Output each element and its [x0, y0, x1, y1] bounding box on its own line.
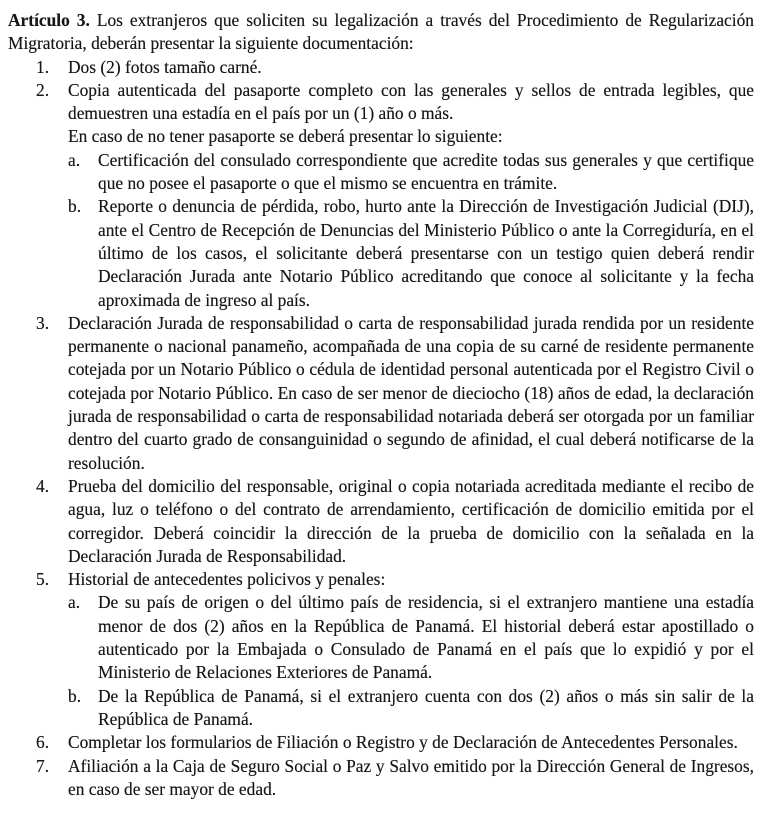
item-3-number: 3. — [36, 312, 50, 333]
item-1-text: Dos (2) fotos tamaño carné. — [68, 56, 262, 77]
item-6-text: Completar los formularios de Filiación o Registro y de Declaración de Antecedentes Personales. — [68, 732, 738, 753]
list-item-3 — [8, 312, 754, 475]
item-5-sublist — [68, 591, 754, 731]
item-6-number: 6. — [36, 732, 50, 753]
sub-item-2a-text: Certificación del consulado correspondiente que acredite todas sus generales y que certifique que no posee el pasaporte o que el mismo se encuentra en trámite. — [98, 149, 754, 194]
article-intro-paragraph — [8, 9, 754, 56]
list-item-1 — [8, 56, 754, 79]
list-item-2 — [8, 79, 754, 312]
sub-item-2b-letter: b. — [68, 196, 82, 217]
item-2-number: 2. — [36, 79, 50, 100]
list-item-7 — [8, 755, 754, 802]
item-1-number: 1. — [36, 56, 50, 77]
item-7-text: Afiliación a la Caja de Seguro Social o Paz y Salvo emitido por la Dirección General de Ingresos, en caso de ser mayor de edad. — [68, 755, 754, 799]
sub-item-5b-text: De la República de Panamá, si el extranjero cuenta con dos (2) años o más sin salir de la República de Panamá. — [98, 685, 754, 729]
sub-item-5b-letter: b. — [68, 685, 82, 706]
item-5-number: 5. — [36, 569, 50, 590]
list-item-5 — [8, 568, 754, 731]
item-3-text: Declaración Jurada de responsabilidad o carta de responsabilidad jurada rendida por un residente permanente o nacional panameño, acompañada de una copia de su carné de residente permanente cotejada por un Notario Público o cédula de identidad personal autenticada por el Registro Civil o cotejada por Notario Público. En caso de ser menor de dieciocho (18) años de edad, la declaración jurada de responsabilidad o carta de responsabilidad notariada deberá ser otorgada por un familiar dentro del cuarto grado de consanguinidad o segundo de afinidad, el cual deberá notificarse de la resolución. — [68, 312, 754, 473]
item-2-note: En caso de no tener pasaporte se deberá presentar lo siguiente: — [68, 126, 503, 147]
sub-item-2a — [68, 149, 754, 196]
list-item-6 — [8, 731, 754, 754]
sub-item-2b — [68, 195, 754, 311]
item-2-text: Copia autenticada del pasaporte completo con las generales y sellos de entrada legibles, que demuestren una estadía en el país por un (1) año o más. — [68, 79, 754, 124]
sub-item-5b — [68, 685, 754, 732]
item-4-text: Prueba del domicilio del responsable, original o copia notariada acreditada mediante el recibo de agua, luz o teléfono o del contrato de arrendamiento, certificación de domicilio emitida por el corregidor. Deberá coincidir la dirección de la prueba de domicilio con la señalada en la Declaración Jurada de Responsabilidad. — [68, 475, 754, 566]
article-number-label: Artículo 3. — [8, 10, 90, 30]
sub-item-2a-letter: a. — [68, 149, 81, 170]
item-5-text: Historial de antecedentes policivos y penales: — [68, 569, 386, 590]
sub-item-2b-text: Reporte o denuncia de pérdida, robo, hurto ante la Dirección de Investigación Judicial (DIJ), ante el Centro de Recepción de Denuncias del Ministerio Público o ante la Corregiduría, en el último de los casos, el solicitante deberá presentarse con un testigo quien deberá rendir Declaración Jurada ante Notario Público acreditando que conoce al solicitante y la fecha aproximada de ingreso al país. — [98, 196, 754, 310]
item-2-sublist — [68, 149, 754, 312]
requirements-list — [8, 56, 754, 802]
item-7-number: 7. — [36, 755, 50, 776]
list-item-4 — [8, 475, 754, 568]
sub-item-5a — [68, 591, 754, 684]
item-4-number: 4. — [36, 475, 50, 496]
sub-item-5a-text: De su país de origen o del último país de residencia, si el extranjero mantiene una estadía menor de dos (2) años en la República de Panamá. El historial deberá estar apostillado o autenticado por la Embajada o Consulado de Panamá en el país que lo expidió y por el Ministerio de Relaciones Exteriores de Panamá. — [98, 592, 754, 683]
sub-item-5a-letter: a. — [68, 592, 81, 613]
article-intro-text: Los extranjeros que soliciten su legalización a través del Procedimiento de Regularización Migratoria, deberán presentar la siguiente documentación: — [8, 10, 754, 54]
